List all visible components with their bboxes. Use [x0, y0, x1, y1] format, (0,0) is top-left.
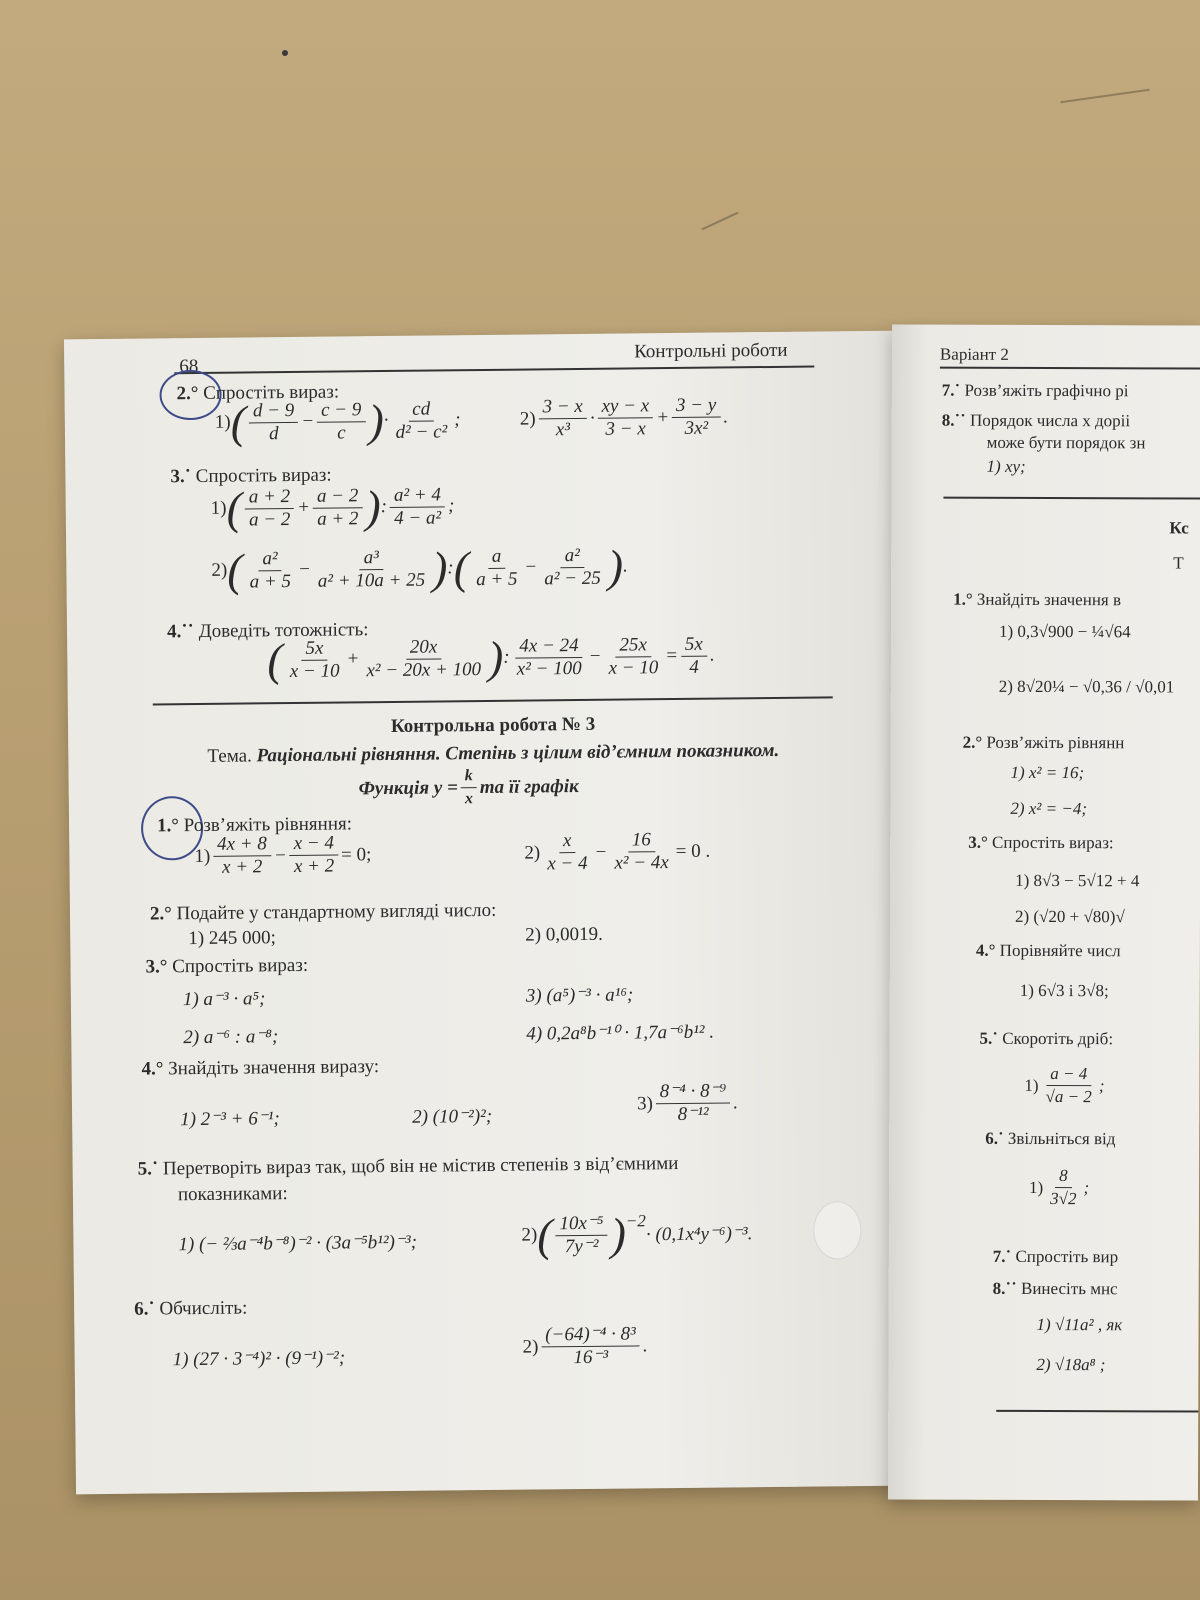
item-label: 3) — [636, 1092, 653, 1114]
task-text: Знайдіть значення в — [976, 589, 1122, 610]
task-3-1: 1) ( $\frac{a + 2}{a - 2}$ + $\frac{a - 2}{a + 2}$ ) : $\frac{\text{a² + 4}}{\text{4 − a²}}$ ; — [210, 481, 455, 534]
task-3-2: 2) ( $\frac{\text{a²}}{a + 5}$ − $\frac{\text{a³}}{\text{a² + 10a + 25}}$ ) : ( $\frac{a}{a + 5}$ − $\frac{\text{a²}}{\text{a² − 25}}$ ) . — [211, 540, 628, 596]
task-number: 2.° — [962, 732, 983, 752]
task-2-2: 2) $\frac{3 - x}{\text{x³}}$ · $\frac{xy - x}{3 - x}$ + $\frac{3 - y}{\text{3x²}}$ . — [519, 394, 729, 441]
light-glare — [813, 1201, 862, 1259]
head-rule — [174, 366, 814, 374]
numerator: c − 9 — [317, 399, 366, 423]
item-label: 2) — [521, 1224, 538, 1246]
task-k3-2: 2) a⁻⁶ : a⁻⁸; — [183, 1026, 279, 1049]
denominator: 16⁻³ — [573, 1346, 609, 1369]
task-text: Знайдіть значення виразу: — [168, 1056, 380, 1080]
numerator: (−64)⁻⁴ · 8³ — [541, 1323, 640, 1347]
right-page — [888, 324, 1200, 1500]
task-k4-1: 1) 2⁻³ + 6⁻¹; — [180, 1108, 280, 1131]
denominator: d² − c² — [395, 420, 448, 443]
numerator: a − 2 — [313, 485, 363, 509]
section-divider — [943, 497, 1200, 500]
numerator: k — [461, 765, 477, 788]
numerator: 16 — [628, 829, 655, 852]
numerator: x − 4 — [290, 833, 339, 857]
variant-head: Варіант 2 — [939, 344, 1009, 364]
task-item: 1) 6√3 і 3√8; — [1019, 980, 1109, 1001]
task-number: 3.° — [145, 956, 168, 978]
item-label: 1) — [214, 411, 231, 433]
task-item: 1) $\frac{a - 4}{√a - 2}$ ; — [1024, 1063, 1104, 1108]
topic-text: Раціональні рівняння. Степінь з цілим від’ємним показником. — [256, 739, 780, 767]
task-k3-4: 4) 0,2a⁸b⁻¹⁰ · 1,7a⁻⁶b¹² . — [526, 1021, 715, 1045]
test-title: Контрольна робота № 3 — [390, 713, 596, 737]
numerator: a² + 4 — [390, 484, 445, 508]
task-number: 4.˙˙ — [166, 621, 195, 643]
task-k6-2: 2) $\frac{\text{(−64)⁻⁴ · 8³}}{\text{16⁻³}}$ . — [522, 1323, 648, 1369]
denominator: 3 − x — [605, 418, 646, 440]
task-number: 7.˙ — [992, 1246, 1012, 1266]
task-item: 2) x² = −4; — [1010, 798, 1088, 819]
denominator: x — [464, 790, 474, 808]
task-number: 8.˙˙ — [941, 410, 966, 430]
item-label: 1) — [1029, 1177, 1044, 1197]
equation-rhs: = 0 . — [675, 840, 711, 862]
task-item: 1) 8√3 − 5√12 + 4 — [1015, 870, 1140, 891]
item-label: 2) — [524, 841, 541, 864]
task-number: 6.˙ — [985, 1128, 1004, 1148]
task-4-identity: ( $\frac{5x}{x - 10}$ + $\frac{20x}{\text{x² − 20x + 100}}$ ) : $\frac{4x - 24}{\text{x² − 100}}$ − $\frac{25x}{x - 10}$ = $\frac{5x}{4}$ . — [267, 631, 715, 686]
section-divider — [153, 696, 833, 705]
task-text: Обчисліть: — [159, 1297, 248, 1320]
task-item: 2) √18a⁸ ; — [1036, 1354, 1106, 1375]
denominator: x + 2 — [221, 856, 263, 878]
page-number: 68 — [179, 355, 199, 378]
task-k3-1: 1) a⁻³ · a⁵; — [182, 988, 266, 1011]
left-page — [64, 331, 906, 1495]
numerator: 4x − 24 — [515, 634, 583, 658]
task-number: 8.˙˙ — [992, 1278, 1017, 1298]
task-k1-1: 1) $\frac{4x + 8}{x + 2}$ − $\frac{x - 4}{x + 2}$ = 0; — [194, 832, 372, 878]
denominator: x² − 100 — [516, 657, 582, 680]
numerator: a² — [561, 544, 584, 567]
numerator: a − 4 — [1046, 1063, 1091, 1086]
task-item: 1) x² = 16; — [1010, 762, 1085, 783]
denominator: a² − 25 — [544, 567, 601, 589]
numerator: 10x⁻⁵ — [555, 1212, 607, 1236]
item-label: 1) — [194, 845, 211, 867]
table-speck — [282, 50, 288, 56]
task-text: Винесіть мнс — [1020, 1278, 1118, 1299]
task-text: Спростіть вир — [1015, 1246, 1119, 1267]
denominator: 8⁻¹² — [677, 1103, 709, 1125]
task-text: Спростіть вираз: — [172, 954, 309, 978]
task-number: 1.° — [953, 589, 973, 609]
exponent: −2 — [625, 1211, 646, 1231]
task-number: 3.° — [968, 832, 988, 852]
task-k2-1: 1) 245 000; — [188, 927, 276, 950]
task-text: Спростіть вираз: — [203, 381, 340, 404]
task-k3-3: 3) (a⁵)⁻³ · a¹⁶; — [525, 984, 634, 1007]
numerator: 4x + 8 — [213, 833, 271, 857]
topic-prefix: Тема. — [207, 745, 252, 767]
task-text: Спростіть вираз: — [195, 464, 332, 488]
task-number: 5.˙ — [979, 1028, 999, 1048]
task-k5-1: 1) (− ⅔a⁻⁴b⁻⁸)⁻² · (3a⁻⁵b¹²)⁻³; — [178, 1231, 418, 1256]
topic-function: Функція y = — [358, 776, 458, 799]
numerator: 25x — [615, 634, 651, 657]
test-title-partial: Кс — [1169, 518, 1189, 538]
task-k2-2: 2) 0,0019. — [525, 923, 603, 946]
task-number: 2.° — [176, 382, 199, 405]
task-text-cont: показниками: — [177, 1183, 288, 1206]
task-k6-1: 1) (27 · 3⁻⁴)² · (9⁻¹)⁻²; — [172, 1347, 346, 1371]
task-number: 2.° — [149, 903, 172, 925]
task-text: Розв’яжіть графічно рі — [964, 380, 1129, 401]
numerator: a³ — [360, 547, 383, 570]
equation-rhs: = 0; — [340, 843, 372, 866]
task-text: Звільніться від — [1007, 1128, 1116, 1149]
denominator: x² − 4x — [614, 852, 669, 874]
denominator: x − 4 — [547, 852, 588, 875]
numerator: 3 − x — [538, 396, 587, 420]
task-text: Доведіть тотожність: — [198, 619, 369, 642]
denominator: a + 2 — [317, 507, 359, 530]
item-label: 2) — [519, 407, 536, 430]
numerator: 5x — [681, 633, 707, 656]
running-head: Контрольні роботи — [634, 339, 788, 363]
item-label: 2) — [522, 1335, 539, 1358]
numerator: xy − x — [597, 395, 653, 419]
task-k5-2: 2) ( $\frac{\text{10x⁻⁵}}{\text{7y⁻²}}$ ) −2 · (0,1x⁴y⁻⁶)⁻³. — [521, 1208, 753, 1261]
denominator: √a − 2 — [1045, 1087, 1092, 1107]
task-number: 4.° — [975, 940, 996, 960]
task-text: Подайте у стандартному вигляді число: — [176, 899, 497, 925]
numerator: a + 2 — [245, 485, 295, 509]
denominator: a − 2 — [248, 508, 291, 530]
task-number: 7.˙ — [941, 380, 961, 400]
denominator: 4 — [689, 656, 699, 678]
topic-partial: Т — [1173, 553, 1184, 573]
topic-line-2 — [358, 764, 578, 811]
task-number: 3.˙ — [170, 466, 192, 488]
denominator: x − 10 — [608, 656, 659, 679]
task-text: Розв’яжіть рівнянн — [986, 732, 1125, 753]
task-number: 5.˙ — [137, 1158, 159, 1180]
numerator: 5x — [301, 637, 327, 660]
denominator: 7y⁻² — [564, 1235, 599, 1257]
task-item: 1) 0,3√900 − ¼√64 — [998, 621, 1131, 642]
denominator: 3√2 — [1050, 1189, 1077, 1209]
head-rule — [940, 367, 1200, 369]
task-text: Порівняйте числ — [999, 940, 1121, 961]
numerator: 8 — [1055, 1165, 1072, 1188]
numerator: a — [488, 545, 506, 568]
denominator: 4 − a² — [394, 506, 442, 529]
task-item: 2) 8√20¼ − √0,36 / √0,01 — [998, 676, 1175, 697]
denominator: c — [337, 421, 346, 444]
task-text: Розв’яжіть рівняння: — [183, 813, 353, 837]
task-number: 4.° — [141, 1058, 164, 1080]
task-item: 2) (√20 + √80)√ — [1014, 906, 1125, 927]
numerator: 8⁻⁴ · 8⁻⁹ — [656, 1080, 731, 1104]
denominator: d — [268, 422, 279, 444]
task-number: 1.° — [156, 815, 180, 837]
task-text: Скоротіть дріб: — [1002, 1028, 1114, 1049]
numerator: d − 9 — [249, 399, 299, 423]
expression-tail: · (0,1x⁴y⁻⁶)⁻³. — [645, 1222, 753, 1245]
denominator: x − 10 — [289, 660, 340, 682]
task-text: Спростіть вираз: — [992, 832, 1114, 853]
task-2-1: 1) ( $\frac{d - 9}{d}$ − $\frac{c - 9}{c}$ ) · $\frac{cd}{\text{d² − c²}}$ ; — [214, 395, 461, 448]
task-text: Перетворіть вираз так, щоб він не містив степенів з від’ємними — [162, 1152, 679, 1180]
task-item: 1) xy; — [986, 456, 1026, 476]
item-label: 2) — [211, 559, 228, 581]
task-text-cont: може бути порядок зн — [986, 432, 1146, 453]
denominator: 3x² — [684, 417, 709, 439]
item-label: 1) — [1024, 1075, 1039, 1095]
numerator: cd — [408, 398, 434, 421]
denominator: a² + 10a + 25 — [317, 569, 426, 592]
denominator: a + 5 — [476, 568, 518, 590]
numerator: 20x — [406, 636, 442, 659]
task-text: Порядок числа x доріі — [970, 410, 1131, 431]
denominator: x² − 20x + 100 — [366, 658, 482, 681]
topic-graph: та її графік — [479, 775, 579, 798]
numerator: 3 − y — [672, 395, 721, 419]
section-divider — [996, 1410, 1198, 1413]
numerator: a² — [258, 548, 281, 571]
task-number: 6.˙ — [134, 1298, 155, 1320]
task-k4-2: 2) (10⁻²)²; — [412, 1105, 493, 1128]
task-k4-3: 3) $\frac{\text{8⁻⁴ · 8⁻⁹}}{\text{8⁻¹²}}$ . — [636, 1080, 739, 1125]
numerator: x — [559, 830, 576, 853]
denominator: a + 5 — [249, 570, 292, 592]
task-k1-2: 2) $\frac{x}{x - 4}$ − $\frac{16}{\text{x² − 4x}}$ = 0 . — [524, 829, 711, 875]
task-item: 1) $\frac{8}{3√2}$ ; — [1029, 1165, 1089, 1210]
denominator: x³ — [555, 419, 571, 441]
item-label: 1) — [210, 497, 227, 519]
task-item: 1) √11a² , як — [1036, 1314, 1123, 1335]
denominator: x + 2 — [293, 855, 335, 877]
